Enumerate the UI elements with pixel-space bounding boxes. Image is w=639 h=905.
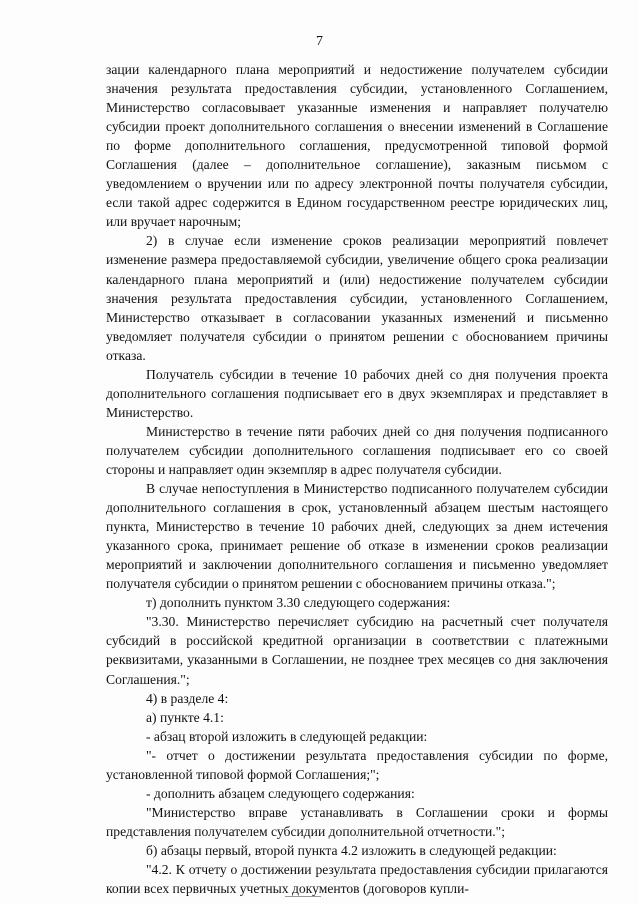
- paragraph: В случае непоступления в Министерство подписанного получателем субсидии дополнительного соглашения в срок, установленный абзацем шестым настоящего пункта, Министерство в течение 10 рабочих дней, следующих за днем истечения указанного срока, принимает решение об отказе в изменении сроков реализации мероприятий и заключении дополнительного соглашения и письменно уведомляет получателя субсидии о принятом решении с обоснованием причины отказа.";: [106, 481, 608, 592]
- paragraph: 2) в случае если изменение сроков реализации мероприятий повлечет изменение размера предоставляемой субсидии, увеличение общего срока реализации календарного плана мероприятий и (или) недостижение получателем субсидии значения результата предоставления субсидии, установленного Соглашением, Министерство отказывает в согласовании указанных изменений и письменно уведомляет получателя субсидии о принятом решении с обоснованием причины отказа.: [106, 233, 608, 363]
- paragraph: - абзац второй изложить в следующей редакции:: [146, 728, 428, 744]
- paragraph: "Министерство вправе устанавливать в Соглашении сроки и формы представления получателем субсидии дополнительной отчетности.";: [106, 804, 608, 839]
- paragraph: Министерство в течение пяти рабочих дней со дня получения подписанного получателем субсидии дополнительного соглашения подписывает его со своей стороны и направляет один экземпляр в адрес получателя субсидии.: [106, 423, 608, 477]
- paragraph: зации календарного плана мероприятий и недостижение получателем субсидии значения результата предоставления субсидии, установленного Соглашением, Министерство согласовывает указанные изменения и направляет получателю субсидии проект дополнительного соглашения о внесении изменений в Соглашение по форме дополнительного соглашения, предусмотренной типовой формой Соглашения (далее – дополнительное соглашение), заказным письмом с уведомлением о вручении или по адресу электронной почты получателя субсидии, если такой адрес содержится в Едином государственном реестре юридических лиц, или вручает нарочным;: [106, 62, 608, 230]
- paragraph: Получатель субсидии в течение 10 рабочих дней со дня получения проекта дополнительного соглашения подписывает его в двух экземплярах и представляет в Министерство.: [106, 366, 608, 420]
- page-number: 7: [316, 34, 323, 49]
- scan-artifact-line: [285, 896, 321, 897]
- paragraph: т) дополнить пунктом 3.30 следующего содержания:: [146, 595, 451, 611]
- paragraph: "4.2. К отчету о достижении результата предоставления субсидии прилагаются копии всех первичных учетных документов (договоров купли-: [106, 861, 608, 897]
- paragraph: "- отчет о достижении результата предоставления субсидии по форме, установленной типовой формой Соглашения;";: [106, 747, 608, 782]
- paragraph: б) абзацы первый, второй пункта 4.2 изложить в следующей редакции:: [146, 842, 557, 858]
- document-body: [106, 60, 608, 898]
- paragraph: а) пункте 4.1:: [146, 709, 224, 725]
- paragraph: "3.30. Министерство перечисляет субсидию на расчетный счет получателя субсидий в российской кредитной организации в соответствии с платежными реквизитами, указанными в Соглашении, не позднее трех месяцев со дня заключения Соглашения.";: [106, 614, 608, 687]
- paragraph: - дополнить абзацем следующего содержания:: [146, 785, 415, 801]
- paragraph: 4) в разделе 4:: [146, 690, 229, 706]
